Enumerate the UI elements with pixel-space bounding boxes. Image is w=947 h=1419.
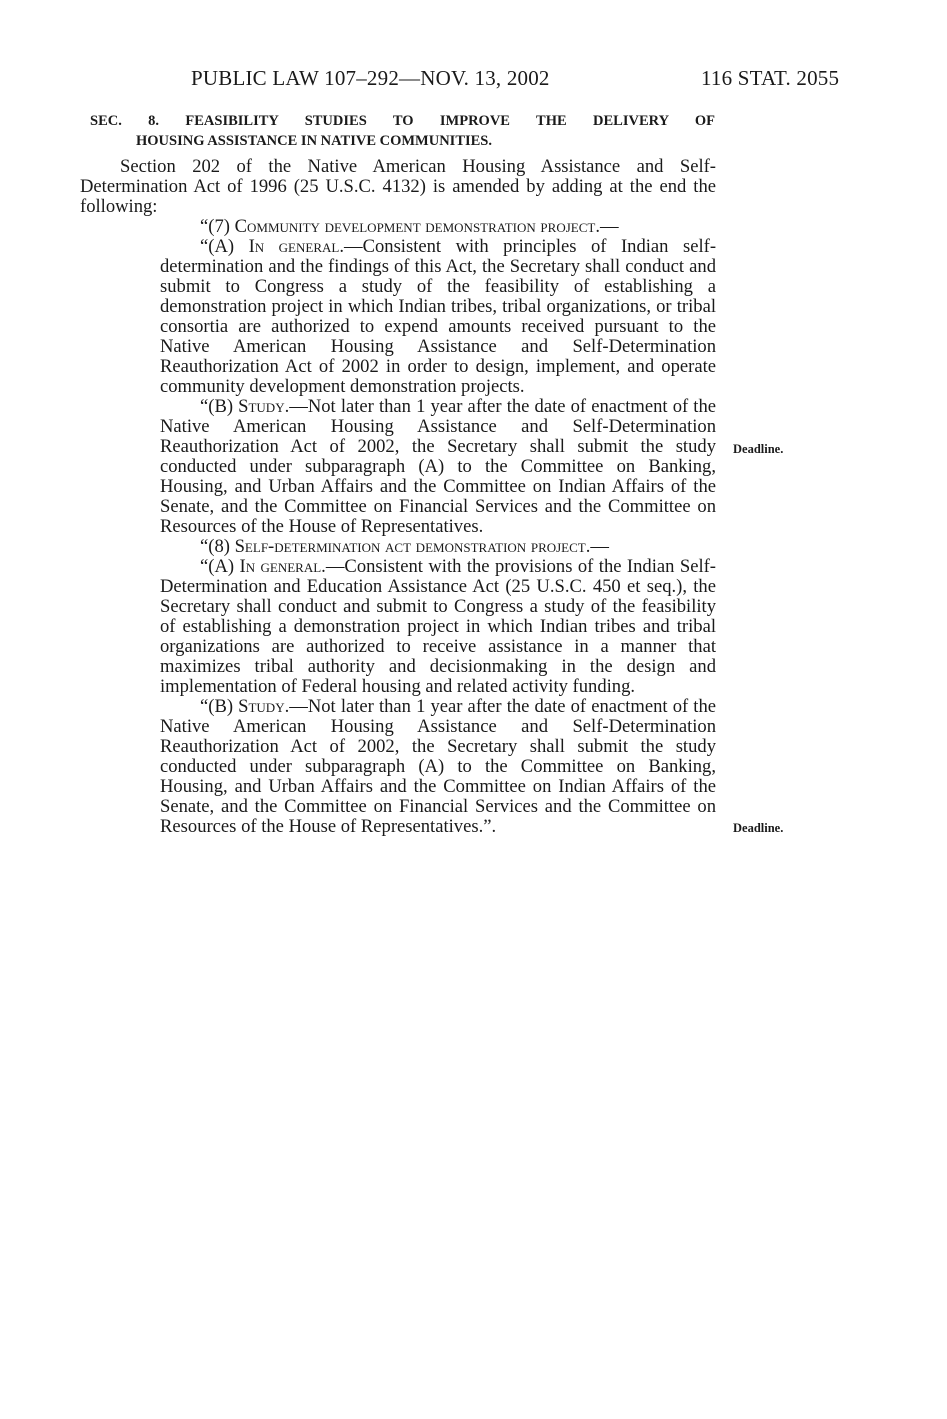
paragraph-8-heading	[80, 537, 716, 557]
running-head-stat: 116 STAT. 2055	[701, 66, 840, 90]
section-heading	[90, 111, 715, 151]
section-heading-line2: HOUSING ASSISTANCE IN NATIVE COMMUNITIES.	[136, 133, 492, 149]
subparagraph-7a-text: .—Consistent with principles of Indian self-determination and the findings of this Act, the Secretary shall conduct and submit to Congress a study of the feasibility of establishing a demonstration project in which Indian tribes, tribal organizations, or tribal consortia are authorized to expend amounts received pursuant to the Native American Housing Assistance and Self-Determination Reauthorization Act of 2002 in order to design, implement, and operate community development demonstration projects.	[160, 236, 717, 397]
subparagraph-8a-num: “(A)	[200, 556, 240, 577]
subparagraph-8b	[80, 697, 716, 837]
margin-note-deadline-2: Deadline.	[733, 821, 784, 835]
section-intro: Section 202 of the Native American Housing Assistance and Self-Determination Act of 1996 (25 U.S.C. 4132) is amended by adding at the end the following:	[80, 156, 716, 217]
running-head-law: PUBLIC LAW 107–292—NOV. 13, 2002	[191, 66, 550, 90]
paragraph-7-heading	[80, 217, 716, 237]
paragraph-7-dash: .—	[595, 216, 619, 237]
subparagraph-8b-num: “(B)	[200, 696, 239, 717]
section-body	[80, 157, 716, 837]
paragraph-8-dash: .—	[585, 536, 609, 557]
subparagraph-7a-title: In general	[248, 236, 340, 257]
subparagraph-7a	[80, 237, 716, 397]
margin-note-deadline-1: Deadline.	[733, 442, 784, 456]
subparagraph-8a-title: In general	[239, 556, 322, 577]
subparagraph-7b-text: .—Not later than 1 year after the date of enactment of the Native American Housing Assistance and Self-Determination Reauthorization Act of 2002, the Secretary shall submit the study conducted under subparagraph (A) to the Committee on Banking, Housing, and Urban Affairs and the Committee on Indian Affairs of the Senate, and the Committee on Financial Services and the Committee on Resources of the House of Representatives.	[160, 396, 716, 537]
section-heading-line1: SEC. 8. FEASIBILITY STUDIES TO IMPROVE THE DELIVERY OF	[90, 113, 715, 129]
subparagraph-7a-num: “(A)	[200, 236, 249, 257]
subparagraph-7b-num: “(B)	[200, 396, 239, 417]
subparagraph-7b	[80, 397, 716, 537]
subparagraph-8b-text: .—Not later than 1 year after the date of enactment of the Native American Housing Assistance and Self-Determination Reauthorization Act of 2002, the Secretary shall submit the study conducted under subparagraph (A) to the Committee on Banking, Housing, and Urban Affairs and the Committee on Indian Affairs of the Senate, and the Committee on Financial Services and the Committee on Resources of the House of Representatives.”.	[160, 696, 716, 837]
paragraph-8-title: Self-determination act demonstration project	[234, 536, 586, 557]
paragraph-7-title: Community development demonstration project	[234, 216, 596, 237]
subparagraph-8a	[80, 557, 716, 697]
subparagraph-8b-title: Study	[238, 696, 285, 717]
subparagraph-8a-text: .—Consistent with the provisions of the Indian Self-Determination and Education Assistance Act (25 U.S.C. 450 et seq.), the Secretary shall conduct and submit to Congress a study of the feasibility of establishing a demonstration project in which Indian tribes and tribal organizations are authorized to receive assistance in a manner that maximizes tribal authority and decisionmaking in the design and implementation of Federal housing and related activity funding.	[160, 556, 717, 697]
subparagraph-7b-title: Study	[238, 396, 285, 417]
paragraph-8-num: “(8)	[200, 536, 235, 557]
paragraph-7-num: “(7)	[200, 216, 235, 237]
